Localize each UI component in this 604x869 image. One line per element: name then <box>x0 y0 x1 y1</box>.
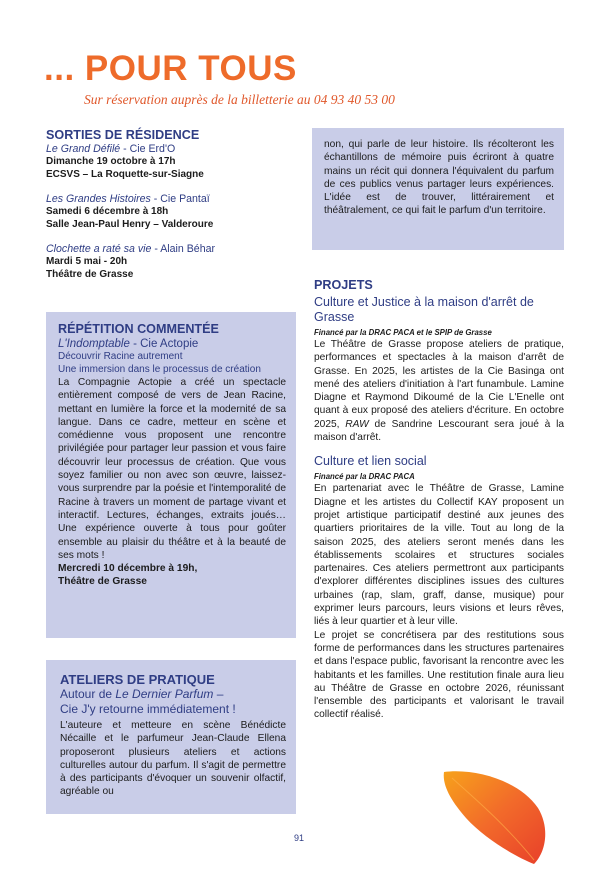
sortie-title-line <box>46 143 296 156</box>
sortie-place: Salle Jean-Paul Henry – Valderoure <box>46 218 214 230</box>
ateliers-sub-suffix: – <box>213 687 224 701</box>
sortie-company: - Cie Pantaï <box>150 193 210 205</box>
sortie-entry <box>46 243 296 281</box>
sortie-entry <box>46 193 296 231</box>
sortie-company: - Cie Erd'O <box>120 143 176 155</box>
projets-title: PROJETS <box>314 278 373 292</box>
petal-decoration-icon <box>434 768 554 868</box>
projet-justice-show: RAW <box>345 418 369 430</box>
sortie-show-title: Clochette a raté sa vie <box>46 243 152 255</box>
ateliers-sub-prefix: Autour de <box>60 687 116 701</box>
repetition-company: - Cie Actopie <box>129 338 199 350</box>
sortie-entry <box>46 143 296 181</box>
sortie-company: - Alain Béhar <box>151 243 216 255</box>
repetition-tag: Une immersion dans le processus de création <box>58 363 261 375</box>
ateliers-continuation-box <box>312 128 564 250</box>
projet-justice-title: Culture et Justice à la maison d'arrêt de Grasse <box>314 295 534 324</box>
projet-justice-text-a: Le Théâtre de Grasse propose ateliers de pratique, performances et spectacles à la maison d'arrêt de Grasse. En 2025, les artistes de la Cie Basinga ont mené des ateliers d'initiation à l'art funambule. Lamine Diagne et Raymond Dikoumé de la Cie L'Enelle ont quant à eux proposé des ateliers d'écriture. En octobre 2025, <box>314 339 564 430</box>
page-header <box>44 50 297 88</box>
projet-lien-social-text: En partenariat avec le Théâtre de Grasse, Lamine Diagne et les artistes du Collectif KAY proposent un projet artistique participatif destiné aux jeunes des quartiers prioritaires de la ville. Tout au long de la saison 2025, des ateliers seront menés dans les établissements scolaires et structures sociales partenaires. Ces ateliers permettront aux participants d'explorer différentes disciplines issues des cultures urbaines (rap, slam, graff, danse, musique) pour exprimer leurs parcours, leurs visions et leurs rêves, liés à leur quartier et à leur ville. <box>314 483 564 628</box>
ateliers-title: ATELIERS DE PRATIQUE <box>60 672 215 687</box>
sortie-show-title: Les Grandes Histoires <box>46 193 151 205</box>
sortie-date: Dimanche 19 octobre à 17h <box>46 156 176 167</box>
ateliers-show-title: Le Dernier Parfum <box>115 687 214 701</box>
reservation-subtitle: Sur réservation auprès de la billetterie au 04 93 40 53 00 <box>84 92 395 107</box>
ateliers-text: L'auteure et metteure en scène Bénédicte Nécaille et le parfumeur Jean-Claude Ellena proposeront plusieurs ateliers et actions culturelles autour du parfum. Il s'agit de permettre à des participants d'évoquer un souvenir olfactif, agréable ou <box>60 720 286 798</box>
repetition-title: RÉPÉTITION COMMENTÉE <box>58 322 219 336</box>
ateliers-box <box>46 660 296 814</box>
projet-lien-social-finance: Financé par la DRAC PACA <box>314 472 415 482</box>
repetition-show-title: L'Indomptable <box>58 338 130 350</box>
sorties-section <box>46 128 296 289</box>
repetition-show-line <box>58 337 286 351</box>
sortie-title-line <box>46 193 296 206</box>
ateliers-continuation-text: non, qui parle de leur histoire. Ils récolteront les échantillons de mémoire puis écriront à quatre mains un récit qui donnera l'équivalent du parfum de ces publics venus partager leurs expériences. L'idée est de trouver, littérairement et théâtralement, ce qui fait le parfum d'un territoire. <box>324 139 554 217</box>
sorties-title: SORTIES DE RÉSIDENCE <box>46 128 200 142</box>
projet-justice-finance: Financé par la DRAC PACA et le SPIP de Grasse <box>314 328 492 337</box>
repetition-date: Mercredi 10 décembre à 19h, <box>58 563 198 575</box>
repetition-tag: Découvrir Racine autrement <box>58 351 183 362</box>
projet-lien-social-text: Le projet se concrétisera par des restitutions sous forme de performances dans les structures partenaires et dans l'espace public, favorisant la rencontre avec les habitants et les familles. Une restitution finale aura lieu au Théâtre de Grasse en octobre 2026, réunissant l'ensemble des participants et valorisant le travail collectif réalisé. <box>314 629 564 721</box>
ateliers-company: Cie J'y retourne immédiatement ! <box>60 702 236 716</box>
sortie-place: ECSVS – La Roquette-sur-Siagne <box>46 168 204 180</box>
sortie-date: Mardi 5 mai - 20h <box>46 256 128 267</box>
projet-lien-social-title: Culture et lien social <box>314 454 427 469</box>
repetition-text: La Compagnie Actopie a créé un spectacle entièrement composé de vers de Jean Racine, mettant en lumière la force et la modernité de sa langue. Dans ce cadre, metteur en scène et comédienne vous proposent une rencontre privilégiée pour partager leur passion et vous faire découvrir leur processus de création. Que vous soyez familier ou non avec son œuvre, laissez-vous surprendre par la poésie et l'intemporalité de Racine à travers un moment de partage vivant et interactif. Lectures, échanges, extraits joués… Une expérience ouverte à tous pour goûter ensemble au plaisir du théâtre et à la beauté de ses mots ! <box>58 377 286 561</box>
sortie-place: Théâtre de Grasse <box>46 268 134 280</box>
repetition-box <box>46 312 296 638</box>
repetition-place: Théâtre de Grasse <box>58 576 147 588</box>
sortie-title-line <box>46 243 296 256</box>
page-title: ... POUR TOUS <box>44 49 297 88</box>
page-number: 91 <box>294 833 305 843</box>
sortie-show-title: Le Grand Défilé <box>46 143 121 155</box>
ateliers-subtitle <box>60 687 286 702</box>
projets-section <box>314 278 564 722</box>
sortie-date: Samedi 6 décembre à 18h <box>46 206 169 217</box>
projet-justice-text <box>314 338 564 444</box>
projet-justice-text-b: de Sandrine Lescourant sera joué à la maison d'arrêt. <box>314 418 564 444</box>
